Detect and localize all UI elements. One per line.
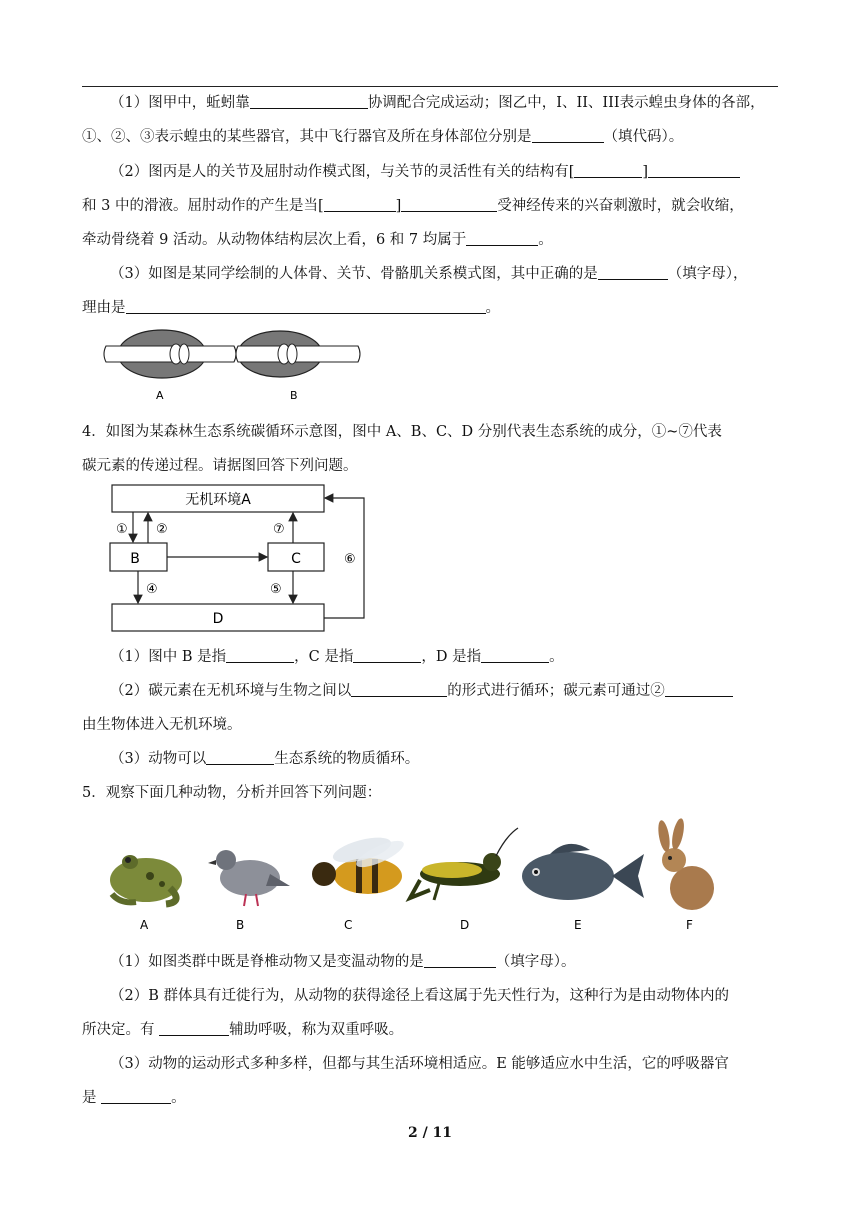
- answer-blank[interactable]: [665, 681, 733, 697]
- q5-p3-line2: 是 。: [82, 1090, 186, 1106]
- page-number: 2 / 11: [407, 1125, 453, 1141]
- q3-p2-line3: 牵动骨绕着 9 活动。从动物体结构层次上看，6 和 7 均属于 。: [82, 232, 553, 248]
- answer-blank[interactable]: [226, 647, 294, 663]
- figure-a: [104, 330, 236, 402]
- animal-label-c: C: [344, 918, 353, 932]
- arrow-4-label: ④: [146, 582, 158, 597]
- answer-blank[interactable]: [466, 230, 538, 246]
- animal-label-a: A: [140, 918, 149, 932]
- animal-label-d: D: [460, 918, 470, 932]
- answer-blank[interactable]: [481, 647, 549, 663]
- animal-label-f: F: [686, 918, 693, 932]
- q5-p3-line1: （3）动物的运动形式多种多样，但都与其生活环境相适应。E 能够适应水中生活，它的呼吸器官: [110, 1056, 729, 1072]
- answer-blank[interactable]: [159, 1020, 229, 1036]
- answer-blank[interactable]: [101, 1088, 171, 1104]
- answer-blank[interactable]: [424, 952, 496, 968]
- arrow-5-label: ⑤: [270, 582, 282, 597]
- figure-b: [236, 331, 360, 402]
- q3-p1-line1: （1）图甲中，蚯蚓靠 协调配合完成运动；图乙中，I、II、III表示蝗虫身体的各部，: [110, 95, 765, 111]
- arrow-1-label: ①: [116, 522, 128, 537]
- q4-stem-line1: 4．如图为某森林生态系统碳循环示意图，图中 A、B、C、D 分别代表生态系统的成分，①~⑦代表: [82, 424, 722, 440]
- header-rule: [82, 86, 778, 87]
- rabbit-icon: [656, 818, 714, 932]
- q4-p3: （3）动物可以 生态系统的物质循环。: [110, 751, 420, 767]
- bone-joint-muscle-figure: [100, 326, 365, 406]
- box-c-label: C: [291, 551, 301, 567]
- answer-blank[interactable]: [206, 749, 274, 765]
- answer-blank[interactable]: [250, 93, 368, 109]
- q4-p2-line2: 由生物体进入无机环境。: [82, 717, 242, 733]
- q5-p1: （1）如图类群中既是脊椎动物又是变温动物的是 （填字母）。: [110, 954, 576, 970]
- answer-blank[interactable]: [648, 162, 740, 178]
- pigeon-icon: [208, 850, 290, 932]
- arrow-7-label: ⑦: [273, 522, 285, 537]
- q4-p2-line1: （2）碳元素在无机环境与生物之间以 的形式进行循环；碳元素可通过②: [110, 681, 733, 701]
- q5-p2-line1: （2）B 群体具有迁徙行为，从动物的获得途径上看这属于先天性行为，这种行为是由动物体内的: [110, 988, 729, 1004]
- answer-blank[interactable]: [353, 647, 421, 663]
- answer-blank[interactable]: [532, 127, 604, 143]
- frog-icon: [110, 855, 182, 932]
- animal-label-b: B: [236, 918, 245, 932]
- answer-blank[interactable]: [351, 681, 447, 697]
- animal-figure: [100, 818, 730, 936]
- arrow-2-label: ②: [156, 522, 168, 537]
- q3-p2-line1: （2）图丙是人的关节及屈肘动作模式图，与关节的灵活性有关的结构有[ ]: [110, 162, 740, 182]
- q3-p2-line2: 和 3 中的滑液。屈肘动作的产生是当[ ] 受神经传来的兴奋刺激时，就会收缩，: [82, 198, 744, 214]
- answer-blank[interactable]: [574, 162, 642, 178]
- bee-icon: [312, 833, 407, 932]
- box-b-label: B: [130, 551, 140, 567]
- box-a-label: 无机环境A: [185, 492, 251, 508]
- svg-text:A: A: [156, 389, 164, 402]
- q3-p3-line2: 理由是 。: [82, 300, 500, 316]
- arrow-6-label: ⑥: [344, 552, 356, 567]
- answer-blank[interactable]: [401, 196, 497, 212]
- box-d-label: D: [212, 611, 224, 627]
- carbon-cycle-diagram: [108, 482, 370, 636]
- grasshopper-icon: [410, 828, 518, 932]
- q4-stem-line2: 碳元素的传递过程。请据图回答下列问题。: [82, 458, 358, 474]
- animal-label-e: E: [574, 918, 582, 932]
- fish-icon: [522, 844, 644, 932]
- q3-p3-line1: （3）如图是某同学绘制的人体骨、关节、骨骼肌关系模式图，其中正确的是 （填字母），: [110, 266, 748, 282]
- q3-p1-line2: ①、②、③表示蝗虫的某些器官，其中飞行器官及所在身体部位分别是 （填代码）。: [82, 129, 684, 145]
- answer-blank[interactable]: [598, 264, 668, 280]
- q5-stem: 5．观察下面几种动物，分析并回答下列问题：: [82, 785, 382, 801]
- svg-text:B: B: [290, 389, 298, 402]
- answer-blank[interactable]: [324, 196, 396, 212]
- answer-blank[interactable]: [126, 298, 486, 314]
- q5-p2-line2: 所决定。有 辅助呼吸，称为双重呼吸。: [82, 1022, 404, 1038]
- q4-p1: （1）图中 B 是指 ，C 是指 ，D 是指 。: [110, 649, 564, 665]
